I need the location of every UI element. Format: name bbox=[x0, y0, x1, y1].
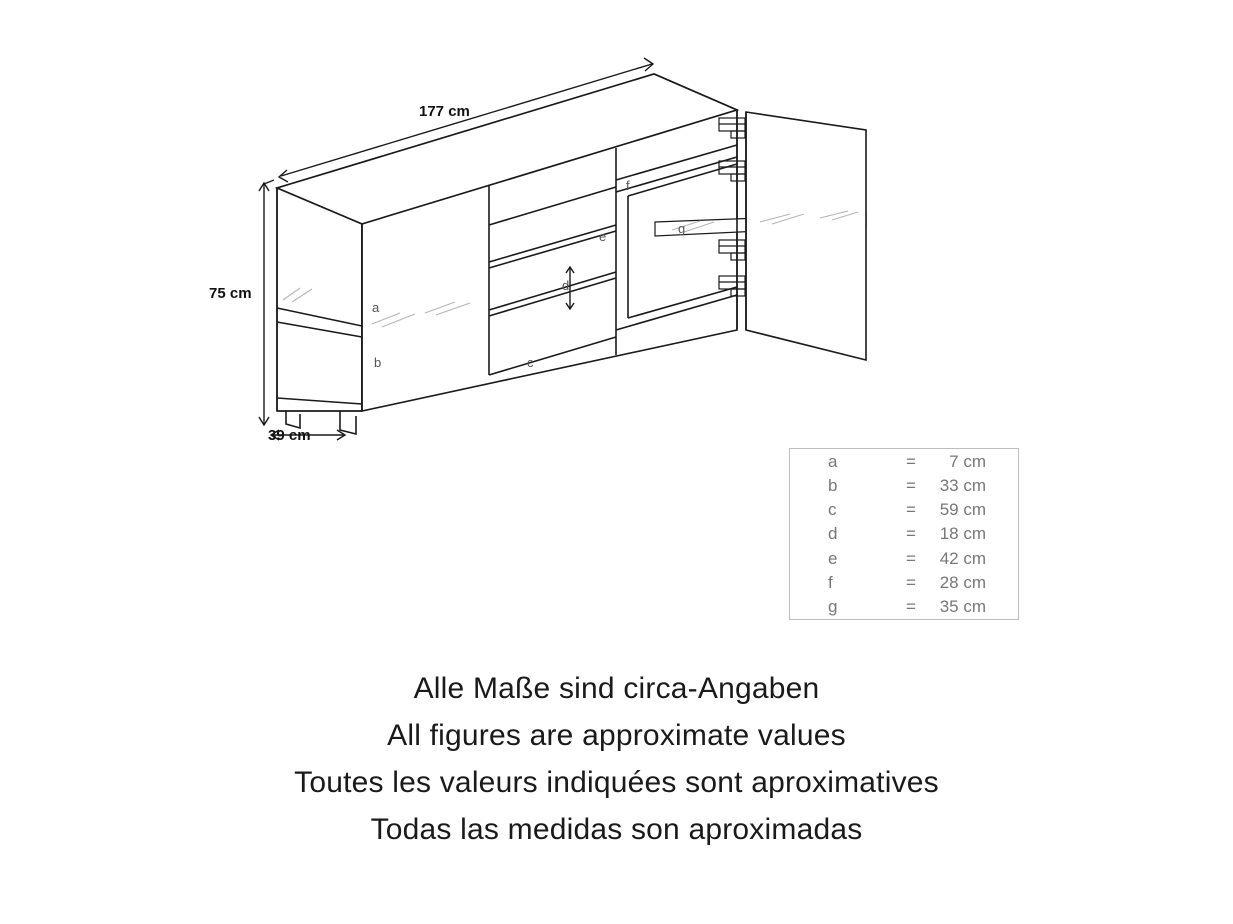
dimension-label-height: 75 cm bbox=[209, 285, 252, 302]
legend-value: 35 cm bbox=[939, 597, 986, 617]
approximate-values-notes bbox=[0, 665, 1233, 853]
dimension-label-depth: 39 cm bbox=[268, 427, 311, 444]
part-label-d: d bbox=[562, 278, 570, 293]
note-es: Todas las medidas son aproximadas bbox=[370, 813, 863, 846]
legend-key: f bbox=[828, 573, 833, 593]
legend-value: 18 cm bbox=[939, 524, 986, 544]
legend-equals: = bbox=[906, 500, 916, 520]
legend-value: 42 cm bbox=[939, 548, 986, 568]
note-en: All figures are approximate values bbox=[387, 719, 846, 752]
legend-row bbox=[790, 595, 1018, 619]
part-label-b: b bbox=[374, 355, 382, 370]
legend-key: a bbox=[828, 451, 838, 471]
legend-value: 59 cm bbox=[939, 500, 986, 520]
legend-equals: = bbox=[906, 451, 916, 471]
legend-value: 33 cm bbox=[939, 475, 986, 495]
legend-row bbox=[790, 449, 1018, 473]
legend-key: b bbox=[828, 475, 838, 495]
legend-equals: = bbox=[906, 597, 916, 617]
part-label-e: e bbox=[599, 229, 607, 244]
legend-key: g bbox=[828, 597, 838, 617]
legend-equals: = bbox=[906, 548, 916, 568]
legend-equals: = bbox=[906, 573, 916, 593]
legend-equals: = bbox=[906, 475, 916, 495]
legend-row bbox=[790, 570, 1018, 594]
legend-value: 7 cm bbox=[949, 451, 986, 471]
part-label-c: c bbox=[527, 355, 534, 370]
legend-equals: = bbox=[906, 524, 916, 544]
part-label-g: g bbox=[678, 221, 686, 236]
legend-row bbox=[790, 473, 1018, 497]
legend-key: c bbox=[828, 500, 837, 520]
legend-value: 28 cm bbox=[939, 573, 986, 593]
dimension-legend-table bbox=[789, 448, 1019, 620]
legend-row bbox=[790, 522, 1018, 546]
legend-row bbox=[790, 546, 1018, 570]
part-label-a: a bbox=[372, 300, 380, 315]
legend-key: e bbox=[828, 548, 838, 568]
legend-key: d bbox=[828, 524, 838, 544]
legend-row bbox=[790, 498, 1018, 522]
dimension-label-width: 177 cm bbox=[419, 103, 470, 120]
part-label-f: f bbox=[626, 178, 630, 193]
note-de: Alle Maße sind circa-Angaben bbox=[413, 672, 820, 705]
note-fr: Toutes les valeurs indiquées sont aproximatives bbox=[294, 766, 939, 799]
